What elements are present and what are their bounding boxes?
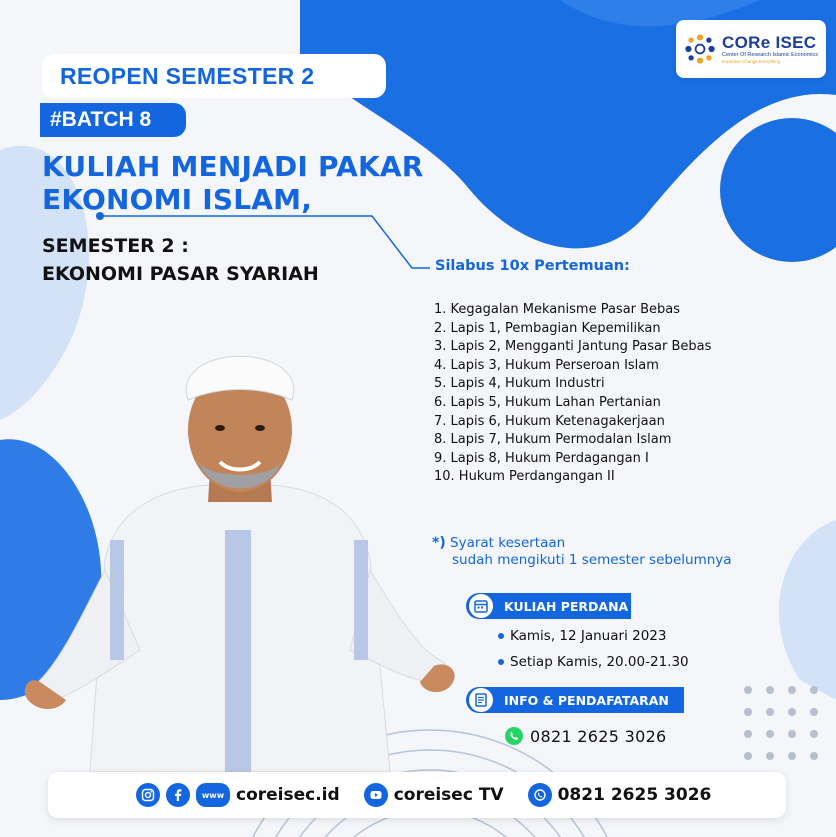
youtube-link-group [364, 783, 528, 807]
schedule-time-text: Setiap Kamis, 20.00-21.30 [510, 654, 689, 670]
info-pendaftaran-text: INFO & PENDAFATARAN [504, 692, 669, 708]
instagram-icon[interactable] [136, 783, 160, 807]
syllabus-item: 10. Hukum Perdangangan II [434, 469, 615, 485]
website-link[interactable]: coreisec.id [236, 785, 340, 805]
registration-phone[interactable] [504, 726, 667, 746]
right-circle [720, 118, 836, 262]
brand-tagline: Expertise Change Everything [722, 58, 781, 64]
registration-phone-text: 0821 2625 3026 [530, 726, 667, 746]
calendar-icon [469, 594, 493, 618]
whatsapp-icon[interactable] [528, 783, 552, 807]
brand-logo-card [676, 20, 826, 78]
schedule-date-text: Kamis, 12 Januari 2023 [510, 628, 667, 644]
svg-text:www: www [201, 791, 225, 800]
youtube-icon[interactable] [364, 783, 388, 807]
syllabus-list [434, 301, 711, 487]
bottom-right-blue [779, 520, 836, 700]
whatsapp-icon [504, 726, 524, 746]
brand-logo-icon [684, 31, 716, 67]
whatsapp-link-group [528, 783, 736, 807]
form-icon [469, 688, 493, 712]
requirement-note [432, 535, 732, 569]
syllabus-item: 7. Lapis 6, Hukum Ketenagakerjaan [434, 413, 665, 429]
page-headline: KULIAH MENJADI PAKAR EKONOMI ISLAM, [42, 150, 424, 216]
speaker-photo [20, 320, 460, 772]
youtube-link[interactable]: coreisec TV [393, 785, 504, 805]
contact-footer [48, 772, 786, 818]
social-links [136, 783, 364, 807]
syllabus-item: 6. Lapis 5, Hukum Lahan Pertanian [434, 394, 661, 410]
bullet-dot-icon [498, 633, 504, 639]
schedule-time [498, 654, 689, 670]
semester-title: SEMESTER 2 : [42, 235, 189, 257]
syllabus-item: 8. Lapis 7, Hukum Permodalan Islam [434, 432, 672, 448]
semester-pill: REOPEN SEMESTER 2 [42, 54, 386, 98]
syllabus-item: 5. Lapis 4, Hukum Industri [434, 376, 605, 392]
kuliah-perdana-text: KULIAH PERDANA [504, 598, 629, 614]
web-icon[interactable] [196, 783, 230, 807]
dot-grid [744, 686, 818, 760]
info-pendaftaran-label [466, 687, 684, 713]
syllabus-item: 9. Lapis 8, Hukum Perdagangan I [434, 450, 649, 466]
syllabus-item: 2. Lapis 1, Pembagian Kepemilikan [434, 320, 661, 336]
syllabus-title: Silabus 10x Pertemuan: [435, 258, 630, 274]
note-line1: Syarat kesertaan [450, 535, 566, 551]
kuliah-perdana-label [466, 593, 631, 619]
brand-subtitle: Center Of Research Islamic Economics [722, 51, 818, 58]
brand-name: CORe ISEC [722, 32, 817, 52]
batch-pill: #BATCH 8 [40, 103, 186, 137]
note-line2: sudah mengikuti 1 semester sebelumnya [452, 552, 732, 568]
whatsapp-link[interactable]: 0821 2625 3026 [557, 785, 712, 805]
note-marker: *) [432, 535, 446, 551]
schedule-date [498, 628, 666, 644]
semester-topic: EKONOMI PASAR SYARIAH [42, 263, 319, 285]
syllabus-item: 1. Kegagalan Mekanisme Pasar Bebas [434, 302, 681, 317]
facebook-icon[interactable] [166, 783, 190, 807]
syllabus-item: 3. Lapis 2, Mengganti Jantung Pasar Bebas [434, 339, 712, 355]
syllabus-item: 4. Lapis 3, Hukum Perseroan Islam [434, 357, 659, 373]
bullet-dot-icon [498, 659, 504, 665]
